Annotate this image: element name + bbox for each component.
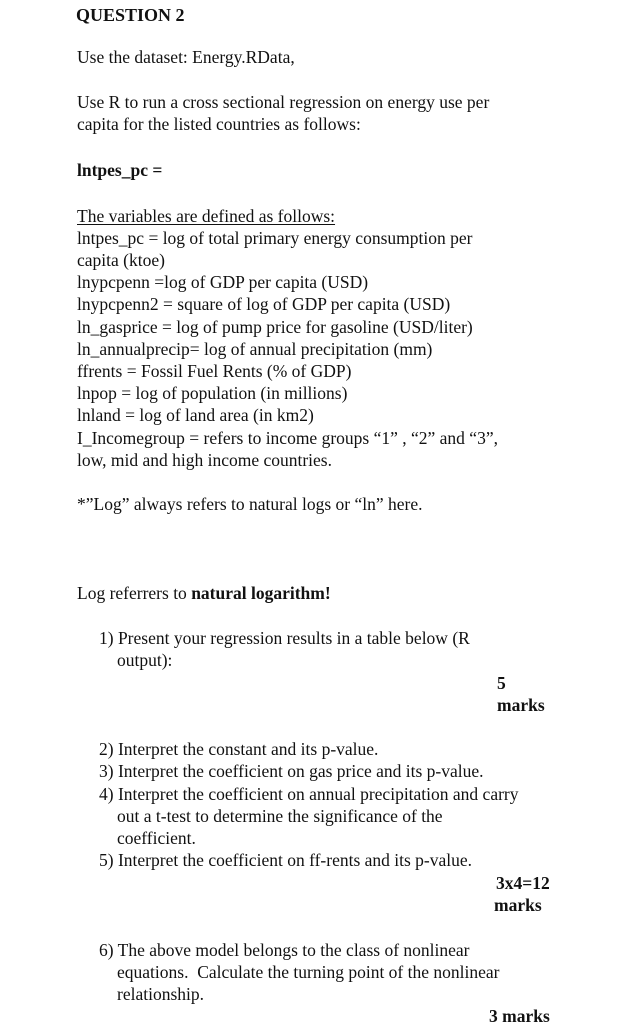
log-reference [77, 582, 331, 605]
question-4-line-2: out a t-test to determine the significance of the [117, 806, 443, 826]
question-1-marks-label: marks [497, 695, 545, 715]
question-4-line-3: coefficient. [117, 828, 196, 848]
variable-line: ln_gasprice = log of pump price for gasoline (USD/liter) [77, 317, 473, 337]
dataset-line: Use the dataset: Energy.RData, [77, 47, 295, 67]
question-6-marks: 3 marks [489, 1006, 550, 1026]
variable-line: low, mid and high income countries. [77, 450, 332, 470]
question-1-line-2: output): [117, 650, 173, 670]
log-reference-emphasis: natural logarithm! [191, 583, 331, 603]
question-1-marks-number: 5 [497, 673, 506, 693]
questions-2-5-marks-label: marks [494, 895, 542, 915]
log-reference-text: Log referrers to [77, 583, 192, 603]
variables-heading: The variables are defined as follows: [77, 206, 336, 226]
question-5-line: 5) Interpret the coefficient on ff-rents and its p-value. [99, 850, 473, 870]
intro-line-2: capita for the listed countries as follows: [77, 114, 361, 134]
variable-line: ln_annualprecip= log of annual precipitation (mm) [77, 339, 433, 359]
questions-2-5-marks-number: 3x4=12 [496, 873, 550, 893]
regression-equation: lntpes_pc = [77, 160, 163, 180]
question-4-line-1: 4) Interpret the coefficient on annual precipitation and carry [99, 784, 519, 804]
question-title: QUESTION 2 [76, 5, 185, 25]
variable-line: ffrents = Fossil Fuel Rents (% of GDP) [77, 361, 352, 381]
question-1-line-1: 1) Present your regression results in a table below (R [99, 628, 470, 648]
variable-line: I_Incomegroup = refers to income groups “1” , “2” and “3”, [77, 428, 498, 448]
variable-line: lnypcpenn2 = square of log of GDP per capita (USD) [77, 294, 451, 314]
question-3-line: 3) Interpret the coefficient on gas price and its p-value. [99, 761, 484, 781]
intro-line-1: Use R to run a cross sectional regression on energy use per [77, 92, 490, 112]
variable-line: lnpop = log of population (in millions) [77, 383, 348, 403]
question-6-line-2: equations. Calculate the turning point of the nonlinear [117, 962, 500, 982]
variable-line: lntpes_pc = log of total primary energy consumption per [77, 228, 473, 248]
question-2-line: 2) Interpret the constant and its p-value. [99, 739, 379, 759]
log-note: *”Log” always refers to natural logs or “ln” here. [77, 494, 423, 514]
question-6-line-1: 6) The above model belongs to the class of nonlinear [99, 940, 470, 960]
variable-line: lnland = log of land area (in km2) [77, 405, 314, 425]
variable-line: capita (ktoe) [77, 250, 165, 270]
question-6-line-3: relationship. [117, 984, 204, 1004]
variable-line: lnypcpenn =log of GDP per capita (USD) [77, 272, 369, 292]
